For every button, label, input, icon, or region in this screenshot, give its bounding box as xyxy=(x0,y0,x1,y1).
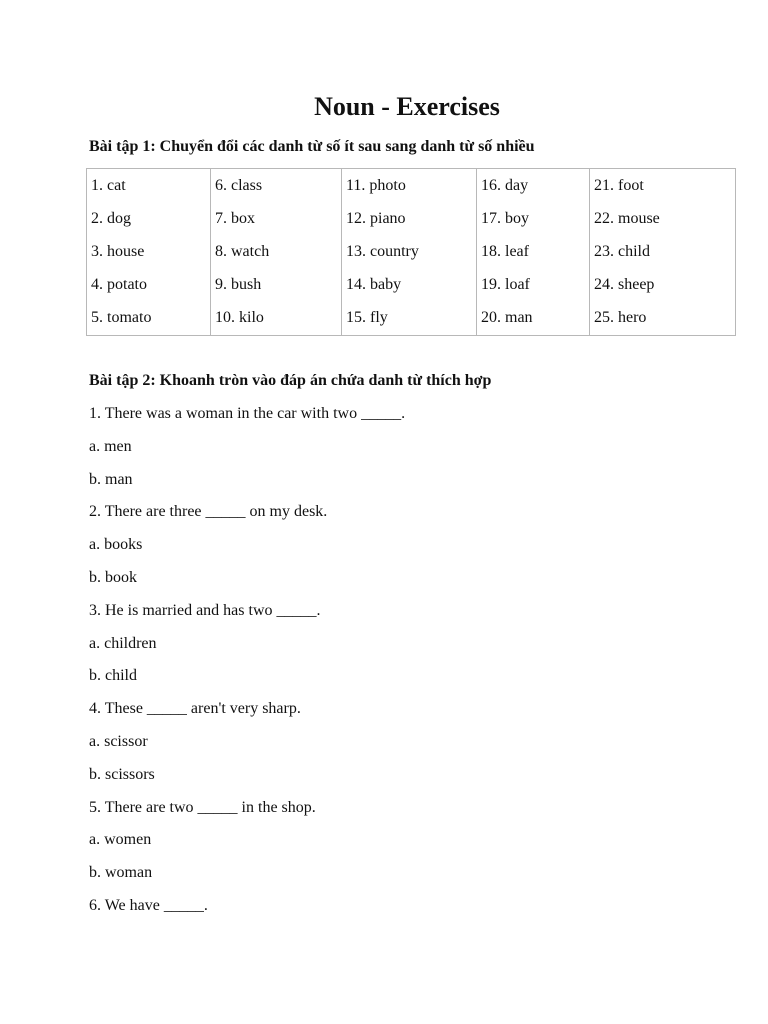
question-item: 4. These _____ aren't very sharp. xyxy=(89,700,301,718)
table-cell: 2. dog xyxy=(87,202,211,235)
table-cell: 17. boy xyxy=(477,202,590,235)
table-cell: 6. class xyxy=(211,169,342,203)
table-cell: 13. country xyxy=(342,235,477,268)
question-item: 6. We have _____. xyxy=(89,896,208,914)
table-cell: 16. day xyxy=(477,169,590,203)
table-row xyxy=(87,235,736,268)
answer-option: b. book xyxy=(89,568,137,586)
answer-option: a. women xyxy=(89,831,152,849)
table-cell: 8. watch xyxy=(211,235,342,268)
answer-option: b. man xyxy=(89,470,133,488)
table-cell: 7. box xyxy=(211,202,342,235)
exercise-2-list xyxy=(89,398,405,923)
table-cell: 12. piano xyxy=(342,202,477,235)
table-cell: 25. hero xyxy=(590,302,736,336)
table-row xyxy=(87,169,736,203)
question-item: 3. He is married and has two _____. xyxy=(89,601,321,619)
table-cell: 21. foot xyxy=(590,169,736,203)
table-cell: 22. mouse xyxy=(590,202,736,235)
table-cell: 9. bush xyxy=(211,269,342,302)
table-cell: 4. potato xyxy=(87,269,211,302)
answer-option: b. scissors xyxy=(89,765,155,783)
table-row xyxy=(87,269,736,302)
answer-option: a. children xyxy=(89,634,157,652)
table-cell: 23. child xyxy=(590,235,736,268)
table-cell: 15. fly xyxy=(342,302,477,336)
question-item: 1. There was a woman in the car with two _____. xyxy=(89,405,406,422)
answer-option: a. scissor xyxy=(89,732,148,750)
answer-option: b. child xyxy=(89,667,137,685)
table-cell: 14. baby xyxy=(342,269,477,302)
table-cell: 18. leaf xyxy=(477,235,590,268)
noun-table xyxy=(86,168,736,336)
table-cell: 3. house xyxy=(87,235,211,268)
table-row xyxy=(87,202,736,235)
table-cell: 20. man xyxy=(477,302,590,336)
table-cell: 11. photo xyxy=(342,169,477,203)
table-cell: 5. tomato xyxy=(87,302,211,336)
answer-option: b. woman xyxy=(89,864,153,882)
page-title: Noun - Exercises xyxy=(314,92,500,121)
answer-option: a. books xyxy=(89,536,143,554)
table-cell: 24. sheep xyxy=(590,269,736,302)
answer-option: a. men xyxy=(89,437,132,455)
exercise-1-heading: Bài tập 1: Chuyển đổi các danh từ số ít sau sang danh từ số nhiều xyxy=(89,138,535,155)
exercise-2-heading: Bài tập 2: Khoanh tròn vào đáp án chứa danh từ thích hợp xyxy=(89,372,492,389)
question-item: 2. There are three _____ on my desk. xyxy=(89,503,328,521)
question-item: 5. There are two _____ in the shop. xyxy=(89,798,316,816)
table-cell: 10. kilo xyxy=(211,302,342,336)
table-row xyxy=(87,302,736,336)
table-cell: 1. cat xyxy=(87,169,211,203)
table-cell: 19. loaf xyxy=(477,269,590,302)
